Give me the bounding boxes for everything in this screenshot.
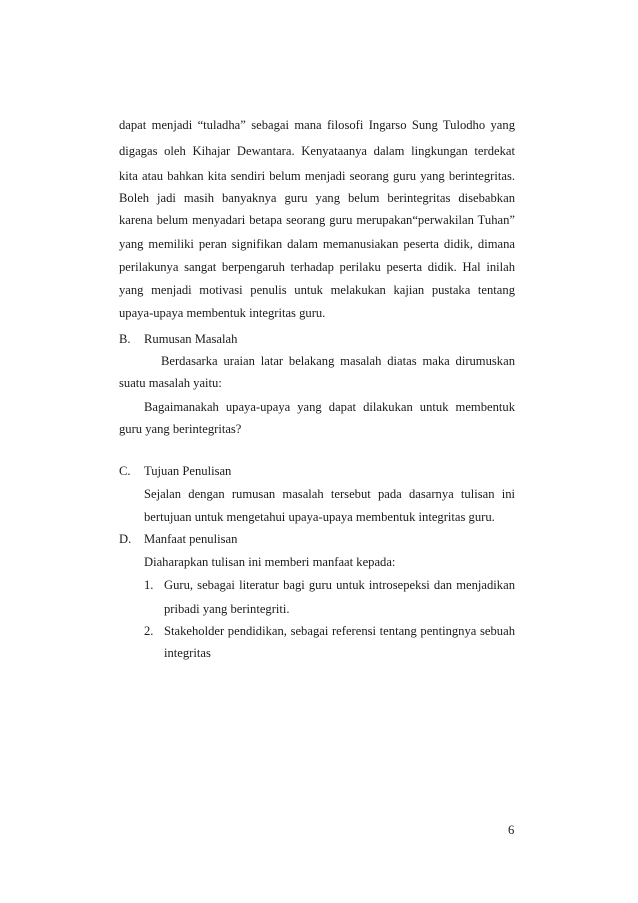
paragraph-line: yang memiliki peran signifikan dalam memanusiakan peserta didik, dimana — [119, 237, 515, 251]
section-b-text: suatu masalah yaitu: — [119, 376, 222, 390]
section-c-marker: C. — [119, 464, 131, 478]
paragraph-line: digagas oleh Kihajar Dewantara. Kenyataanya dalam lingkungan terdekat — [119, 144, 515, 158]
section-b-marker: B. — [119, 332, 131, 346]
list-item-text: integritas — [164, 646, 211, 660]
list-item-number: 1. — [144, 578, 154, 592]
section-c-heading: Tujuan Penulisan — [144, 464, 232, 478]
section-b-heading: Rumusan Masalah — [144, 332, 238, 346]
paragraph-line: karena belum menyadari betapa seorang guru merupakan“perwakilan Tuhan” — [119, 213, 515, 227]
page-number: 6 — [508, 823, 515, 837]
paragraph-line: perilakunya sangat berpengaruh terhadap perilaku peserta didik. Hal inilah — [119, 260, 515, 274]
list-item-number: 2. — [144, 624, 154, 638]
section-c-text: Sejalan dengan rumusan masalah tersebut pada dasarnya tulisan ini — [144, 487, 515, 501]
section-d-heading: Manfaat penulisan — [144, 532, 238, 546]
section-d-marker: D. — [119, 532, 132, 546]
section-b-text: Berdasarka uraian latar belakang masalah diatas maka dirumuskan — [161, 354, 515, 368]
section-b-question: guru yang berintegritas? — [119, 422, 242, 436]
paragraph-line: yang menjadi motivasi penulis untuk melakukan kajian pustaka tentang — [119, 283, 515, 297]
list-item-text: pribadi yang berintegriti. — [164, 602, 290, 616]
section-c-text: bertujuan untuk mengetahui upaya-upaya membentuk integritas guru. — [144, 510, 495, 524]
section-d-intro: Diaharapkan tulisan ini memberi manfaat kepada: — [144, 555, 396, 569]
list-item-text: Guru, sebagai literatur bagi guru untuk introsepeksi dan menjadikan — [164, 578, 515, 592]
paragraph-line: kita atau bahkan kita sendiri belum menjadi seorang guru yang berintegritas. — [119, 169, 515, 183]
list-item-text: Stakeholder pendidikan, sebagai referensi tentang pentingnya sebuah — [164, 624, 515, 638]
paragraph-line: dapat menjadi “tuladha” sebagai mana filosofi Ingarso Sung Tulodho yang — [119, 118, 515, 132]
section-b-question: Bagaimanakah upaya-upaya yang dapat dilakukan untuk membentuk — [144, 400, 515, 414]
paragraph-line: upaya-upaya membentuk integritas guru. — [119, 306, 326, 320]
paragraph-line: Boleh jadi masih banyaknya guru yang belum berintegritas disebabkan — [119, 191, 515, 205]
